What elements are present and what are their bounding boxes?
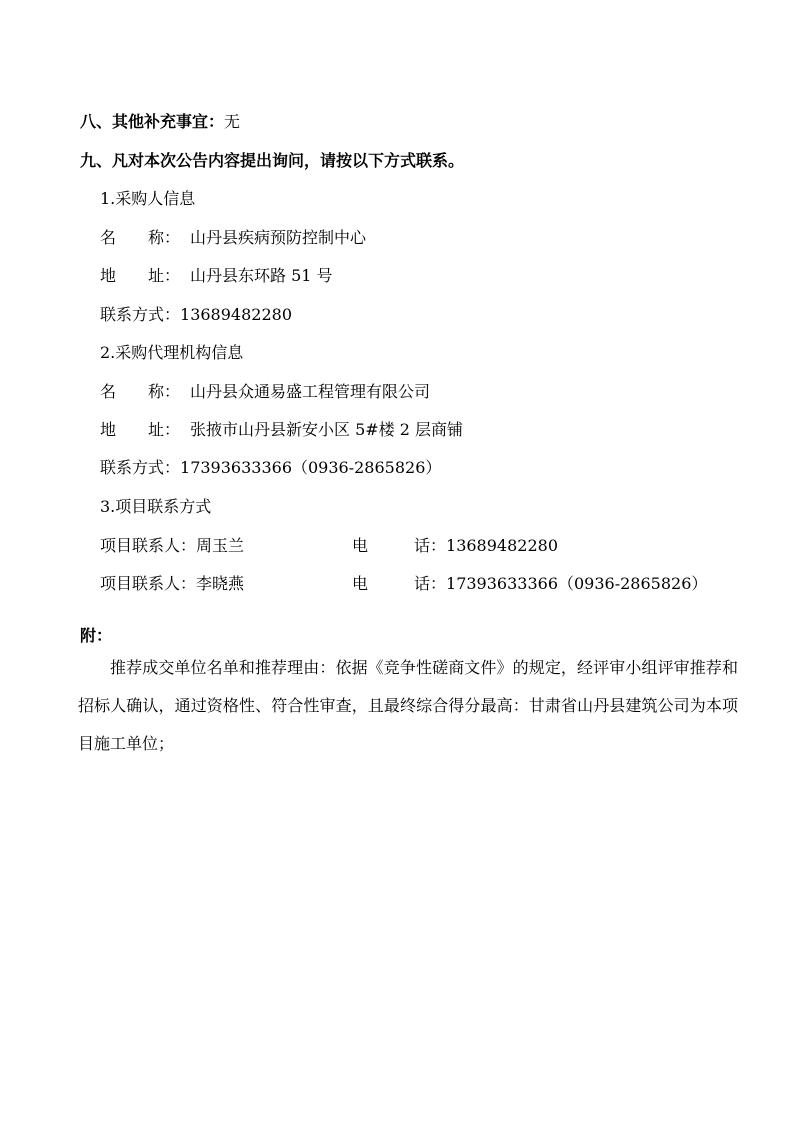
purchaser-address-label-a: 地 [100, 266, 117, 285]
tel-label-a: 电 [352, 574, 369, 593]
project-contact-name: 李晓燕 [196, 574, 245, 593]
purchaser-address-label [100, 266, 190, 286]
agency-title: 2.采购代理机构信息 [100, 343, 244, 362]
project-contact-tel [352, 536, 558, 556]
purchaser-name-label-a: 名 [100, 228, 117, 247]
tel-label-a: 电 [352, 536, 369, 555]
purchaser-address-row [100, 266, 333, 286]
project-title: 3.项目联系方式 [100, 497, 212, 516]
project-contact-row [100, 536, 760, 556]
agency-name-label-b: 称： [148, 382, 181, 401]
agency-address-label-b: 址： [148, 420, 181, 439]
purchaser-name-label-b: 称： [148, 228, 181, 247]
section8-heading: 八、其他补充事宜： [80, 112, 225, 131]
section8-line [80, 112, 240, 132]
purchaser-contact-label: 联系方式： [100, 305, 181, 324]
project-contact-row [100, 574, 760, 594]
appendix-heading: 附： [80, 626, 113, 645]
purchaser-name-row [100, 228, 366, 248]
project-contact-tel [352, 574, 707, 594]
agency-address-value: 张掖市山丹县新安小区 5#楼 2 层商铺 [190, 420, 464, 439]
agency-name-label-a: 名 [100, 382, 117, 401]
project-contact-label: 项目联系人： [100, 574, 197, 593]
tel-label-b: 话： [414, 536, 447, 555]
purchaser-name-value: 山丹县疾病预防控制中心 [190, 228, 367, 247]
purchaser-address-label-b: 址： [148, 266, 181, 285]
agency-name-label [100, 382, 190, 402]
section9-heading: 九、凡对本次公告内容提出询问，请按以下方式联系。 [80, 151, 465, 170]
agency-address-label-a: 地 [100, 420, 117, 439]
purchaser-title: 1.采购人信息 [100, 189, 196, 208]
agency-contact-label: 联系方式： [100, 458, 181, 477]
purchaser-name-label [100, 228, 190, 248]
purchaser-address-value: 山丹县东环路 51 号 [190, 266, 333, 285]
tel-value: 17393633366（0936-2865826） [446, 574, 708, 593]
agency-address-label [100, 420, 190, 440]
tel-value: 13689482280 [446, 536, 558, 555]
purchaser-contact-row [100, 305, 292, 325]
section8-value: 无 [224, 112, 241, 131]
project-contact-label: 项目联系人： [100, 536, 197, 555]
tel-label-b: 话： [414, 574, 447, 593]
agency-name-row [100, 382, 430, 402]
project-contact-name: 周玉兰 [196, 536, 245, 555]
purchaser-contact-value: 13689482280 [180, 305, 292, 324]
agency-address-row [100, 420, 463, 440]
agency-contact-row [100, 458, 441, 478]
agency-contact-value: 17393633366（0936-2865826） [180, 458, 442, 477]
agency-name-value: 山丹县众通易盛工程管理有限公司 [190, 382, 431, 401]
appendix-body: 推荐成交单位名单和推荐理由：依据《竞争性磋商文件》的规定，经评审小组评审推荐和招标人确认，通过资格性、符合性审查，且最终综合得分最高：甘肃省山丹县建筑公司为本项目施工单位； [78, 658, 738, 753]
